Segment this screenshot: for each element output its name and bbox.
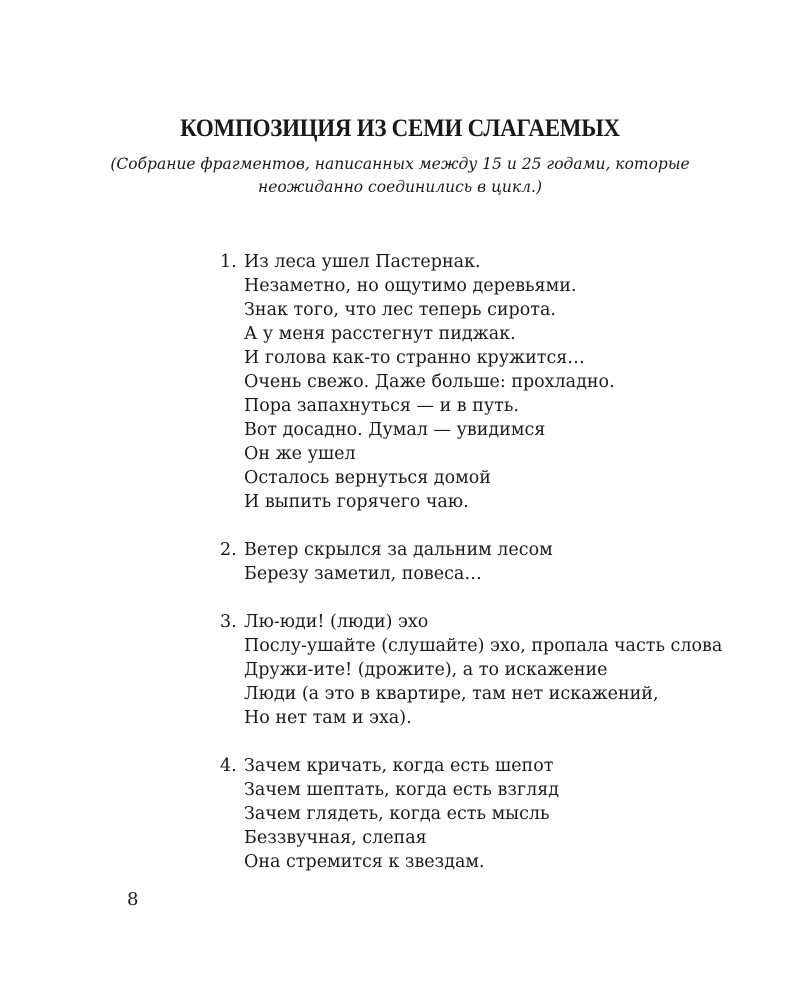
poem-line: Вот досадно. Думал — увидимся	[244, 420, 546, 440]
poem-line: Незаметно, но ощутимо деревьями.	[244, 276, 577, 296]
poem-line: Осталось вернуться домой	[244, 468, 491, 488]
subtitle-line-1: (Собрание фрагментов, написанных между 15 и 25 годами, которые	[110, 155, 690, 173]
subtitle-line-2: неожиданно соединились в цикл.)	[258, 178, 542, 196]
poem-1	[216, 250, 756, 514]
page-number: 8	[127, 889, 139, 910]
poem-line: И выпить горячего чаю.	[244, 492, 469, 512]
poem-line: Она стремится к звездам.	[244, 852, 485, 872]
poem-line: Очень свежо. Даже больше: прохладно.	[244, 372, 615, 392]
subtitle	[100, 153, 700, 199]
poem-line: Зачем шептать, когда есть взгляд	[244, 780, 560, 800]
poem-4	[216, 754, 756, 874]
poem-number: 3.	[220, 612, 237, 632]
poem-number: 1.	[220, 252, 237, 272]
poem-line: И голова как-то странно кружится…	[244, 348, 585, 368]
poem-line: Послу-ушайте (слушайте) эхо, пропала часть слова	[244, 636, 723, 656]
poem-line: Люди (а это в квартире, там нет искажений,	[244, 684, 659, 704]
poem-line: Из леса ушел Пастернак.	[244, 252, 481, 272]
poem-line: Березу заметил, повеса…	[244, 564, 482, 584]
poem-line: Но нет там и эха).	[244, 708, 412, 728]
poem-line: Пора запахнуться — и в путь.	[244, 396, 519, 416]
page-title: КОМПОЗИЦИЯ ИЗ СЕМИ СЛАГАЕМЫХ	[180, 115, 620, 142]
poem-line: Знак того, что лес теперь сирота.	[244, 300, 556, 320]
poem-line: Он же ушел	[244, 444, 356, 464]
poem-line: Дружи-ите! (дрожите), а то искажение	[244, 660, 608, 680]
poem-line: А у меня расстегнут пиджак.	[244, 324, 516, 344]
poem-line: Беззвучная, слепая	[244, 828, 427, 848]
poem-list	[216, 250, 756, 898]
poem-line: Зачем кричать, когда есть шепот	[244, 756, 554, 776]
poem-number: 2.	[220, 540, 237, 560]
poem-line: Ветер скрылся за дальним лесом	[244, 540, 553, 560]
poem-number: 4.	[220, 756, 237, 776]
poem-line: Зачем глядеть, когда есть мысль	[244, 804, 550, 824]
poem-2	[216, 538, 756, 586]
poem-line: Лю-юди! (люди) эхо	[244, 612, 429, 632]
poem-3	[216, 610, 756, 730]
